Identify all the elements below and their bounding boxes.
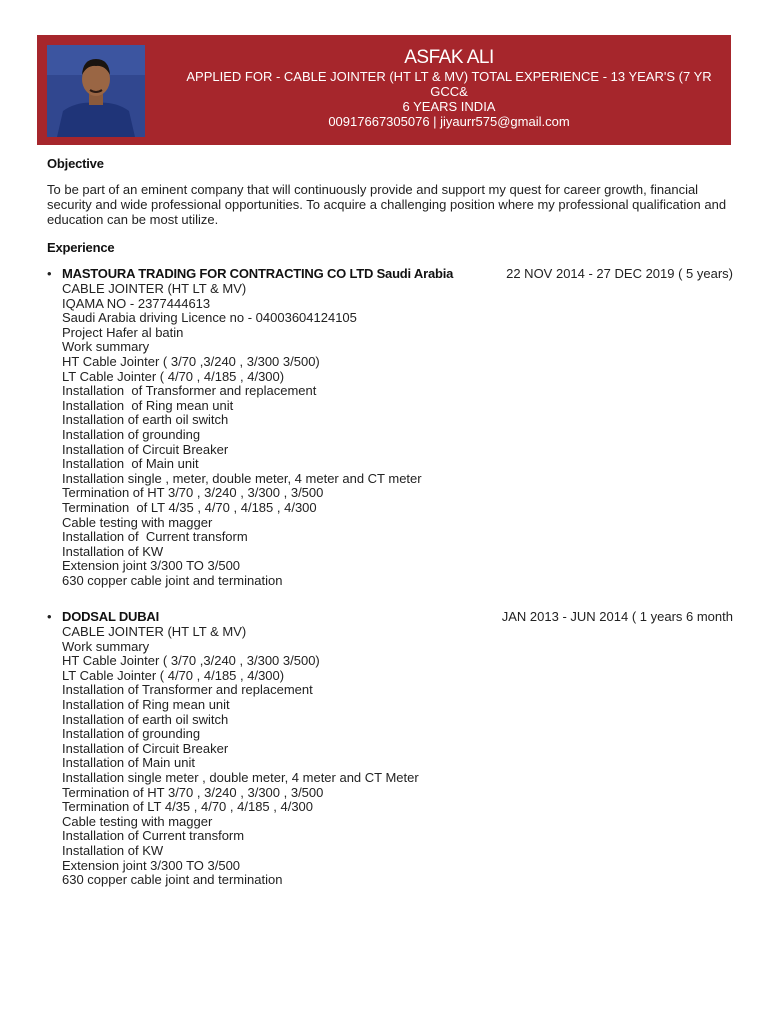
experience-heading: Experience: [47, 240, 115, 255]
job-detail-line: HT Cable Jointer ( 3/70 ,3/240 , 3/300 3/500): [62, 353, 320, 369]
objective-heading: Objective: [47, 156, 104, 171]
job-detail-line: Termination of LT 4/35 , 4/70 , 4/185 , 4/300: [62, 499, 317, 515]
bullet-icon: •: [47, 266, 52, 281]
job-detail-line: Termination of HT 3/70 , 3/240 , 3/300 , 3/500: [62, 784, 324, 800]
job-detail-line: Installation of Current transform: [62, 828, 245, 844]
job-detail-line: IQAMA NO - 2377444613: [62, 295, 211, 311]
job-details: [62, 282, 733, 588]
job-detail-line: Installation of KW: [62, 842, 164, 858]
employment-dates: JAN 2013 - JUN 2014 ( 1 years 6 month: [501, 609, 733, 624]
contact-info: 00917667305076 | jiyaurr575@gmail.com: [328, 114, 570, 129]
job-detail-line: Extension joint 3/300 TO 3/500: [62, 857, 241, 873]
job-detail-line: Installation of grounding: [62, 426, 201, 442]
candidate-name: ASFAK ALI: [404, 47, 494, 68]
job-detail-line: Installation of earth oil switch: [62, 711, 229, 727]
job-detail-line: Installation of grounding: [62, 726, 201, 742]
person-photo-icon: [47, 45, 145, 137]
job-detail-line: HT Cable Jointer ( 3/70 ,3/240 , 3/300 3/500): [62, 653, 320, 669]
job-detail-line: Project Hafer al batin: [62, 324, 184, 340]
job-detail-line: Installation of Circuit Breaker: [62, 740, 229, 756]
job-detail-line: Installation single meter , double meter, 4 meter and CT Meter: [62, 769, 419, 785]
job-detail-line: Termination of HT 3/70 , 3/240 , 3/300 , 3/500: [62, 485, 324, 501]
objective-text: To be part of an eminent company that will continuously provide and support my quest for career growth, financial security and wide professional opportunities. To acquire a challenging position where my professional qualification and education can be most utilize.: [47, 182, 727, 227]
job-detail-line: Termination of LT 4/35 , 4/70 , 4/185 , 4/300: [62, 799, 314, 815]
job-detail-line: Installation of Main unit: [62, 456, 199, 472]
job-detail-line: Installation of Circuit Breaker: [62, 441, 229, 457]
job-detail-line: 630 copper cable joint and termination: [62, 572, 283, 588]
job-detail-line: Saudi Arabia driving Licence no - 04003604124105: [62, 310, 357, 326]
experience-entry: [47, 610, 733, 888]
resume-header: [37, 35, 731, 145]
job-detail-line: Installation of Transformer and replacement: [62, 682, 313, 698]
employment-dates: 22 NOV 2014 - 27 DEC 2019 ( 5 years): [506, 266, 733, 281]
job-detail-line: CABLE JOINTER (HT LT & MV): [62, 281, 247, 296]
job-detail-line: Installation of Ring mean unit: [62, 397, 234, 413]
job-detail-line: Installation of KW: [62, 543, 164, 559]
application-summary-cont: 6 YEARS INDIA: [402, 99, 496, 114]
job-detail-line: Installation of Ring mean unit: [62, 696, 230, 712]
job-detail-line: Installation single , meter, double meter, 4 meter and CT meter: [62, 470, 422, 486]
profile-photo: [47, 45, 145, 137]
job-detail-line: Installation of earth oil switch: [62, 412, 229, 428]
job-detail-line: Cable testing with magger: [62, 813, 213, 829]
job-detail-line: 630 copper cable joint and termination: [62, 872, 283, 888]
job-detail-line: CABLE JOINTER (HT LT & MV): [62, 624, 247, 639]
job-detail-line: LT Cable Jointer ( 4/70 , 4/185 , 4/300): [62, 667, 285, 683]
job-detail-line: Work summary: [62, 339, 150, 355]
job-detail-line: Installation of Current transform: [62, 529, 248, 545]
bullet-icon: •: [47, 609, 52, 624]
job-detail-line: Installation of Transformer and replacement: [62, 383, 317, 399]
experience-entry: [47, 267, 733, 588]
job-details: [62, 625, 733, 888]
company-name: MASTOURA TRADING FOR CONTRACTING CO LTD Saudi Arabia: [62, 266, 454, 281]
job-detail-line: Extension joint 3/300 TO 3/500: [62, 558, 241, 574]
job-detail-line: Work summary: [62, 638, 150, 654]
company-name: DODSAL DUBAI: [62, 609, 160, 624]
job-detail-line: Cable testing with magger: [62, 514, 213, 530]
job-detail-line: Installation of Main unit: [62, 755, 195, 771]
application-summary: APPLIED FOR - CABLE JOINTER (HT LT & MV) TOTAL EXPERIENCE - 13 YEAR'S (7 YR GCC&: [186, 69, 712, 99]
job-detail-line: LT Cable Jointer ( 4/70 , 4/185 , 4/300): [62, 368, 285, 384]
